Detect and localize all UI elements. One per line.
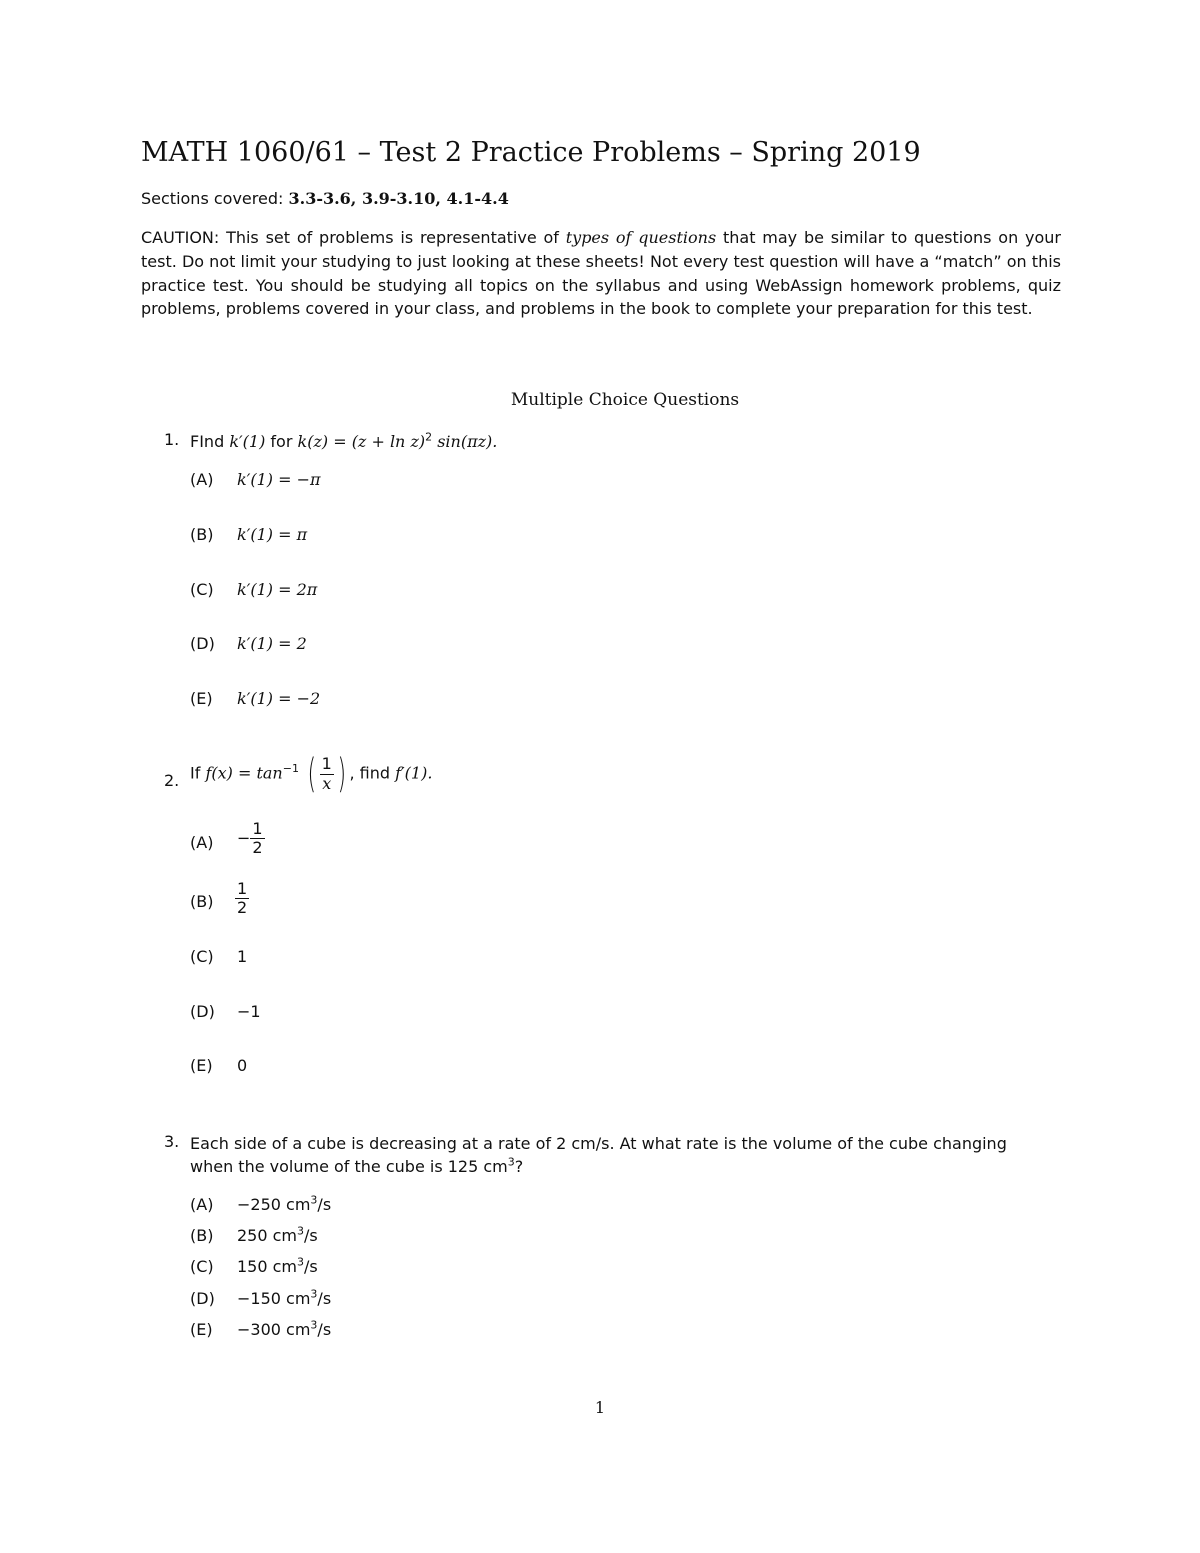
section-heading: Multiple Choice Questions bbox=[510, 390, 740, 410]
option-label: (C) bbox=[190, 580, 214, 599]
option-label: (E) bbox=[190, 1056, 213, 1075]
option-unit: /s bbox=[304, 1226, 318, 1245]
caution-prefix: CAUTION: This set of problems is representative of bbox=[141, 228, 559, 247]
option-value: k′(1) = 2 bbox=[237, 634, 307, 653]
fraction bbox=[250, 820, 264, 858]
option-label: (E) bbox=[190, 1320, 213, 1339]
option-value bbox=[237, 1320, 331, 1339]
page-title: MATH 1060/61 – Test 2 Practice Problems – Spring 2019 bbox=[141, 137, 921, 168]
option-label: (A) bbox=[190, 833, 214, 852]
question-number: 1. bbox=[164, 430, 180, 449]
fraction-numerator: 1 bbox=[321, 754, 332, 774]
option-exponent: 3 bbox=[310, 1318, 318, 1332]
q2-text-a: If bbox=[190, 763, 201, 783]
q1-math-3: sin(πz). bbox=[437, 432, 498, 451]
q3-line-1: Each side of a cube is decreasing at a rate of 2 cm/s. At what rate is the volume of the cube changing bbox=[190, 1134, 1007, 1153]
caution-paragraph bbox=[141, 226, 1061, 321]
option-label: (C) bbox=[190, 947, 214, 966]
option-unit: /s bbox=[317, 1320, 332, 1339]
caution-suffix: that may be similar to questions on your test. Do not limit your studying to just looking at these sheets! Not every test question will have a “match” on this practice test. You should be studying all topics on the syllabus and using WebAssign homework problems, quiz problems, problems covered in your class, and problems in the book to complete your preparation for this test. bbox=[141, 228, 1062, 319]
option-label: (B) bbox=[190, 1226, 214, 1245]
sections-label: Sections covered: bbox=[141, 189, 284, 208]
question-number: 2. bbox=[164, 771, 180, 790]
q1-text-a: FInd bbox=[190, 432, 225, 451]
option-label: (E) bbox=[190, 689, 213, 708]
option-label: (A) bbox=[190, 470, 214, 489]
option-label: (B) bbox=[190, 525, 214, 544]
left-paren: ( bbox=[307, 751, 317, 797]
q2-math-1: f(x) = tan bbox=[205, 763, 283, 783]
fraction-numerator: 1 bbox=[252, 819, 263, 838]
option-number: −150 cm bbox=[237, 1289, 311, 1308]
option-label: (B) bbox=[190, 892, 214, 911]
option-value: k′(1) = 2π bbox=[237, 580, 318, 599]
q1-exponent: 2 bbox=[425, 430, 433, 444]
option-number: 250 cm bbox=[237, 1226, 298, 1245]
option-value bbox=[237, 1257, 318, 1276]
option-value: k′(1) = −2 bbox=[237, 689, 321, 708]
q1-math-1: k′(1) bbox=[229, 432, 266, 451]
q3-line-2-end: ? bbox=[514, 1157, 524, 1176]
option-label: (D) bbox=[190, 1002, 215, 1021]
fraction-denominator: 2 bbox=[252, 838, 263, 858]
fraction bbox=[320, 755, 334, 793]
q2-exponent: −1 bbox=[282, 762, 299, 776]
question-text bbox=[190, 1132, 1060, 1178]
question-number: 3. bbox=[164, 1132, 180, 1151]
q3-exponent: 3 bbox=[507, 1155, 515, 1169]
option-value bbox=[237, 820, 265, 858]
sections-value: 3.3-3.6, 3.9-3.10, 4.1-4.4 bbox=[288, 189, 509, 208]
q3-line-2 bbox=[190, 1155, 1060, 1178]
option-exponent: 3 bbox=[297, 1224, 305, 1238]
option-number: 150 cm bbox=[237, 1257, 298, 1276]
option-value bbox=[237, 1289, 331, 1308]
option-number: −250 cm bbox=[237, 1195, 311, 1214]
option-value: 0 bbox=[237, 1056, 248, 1075]
q3-line-2-text: when the volume of the cube is 125 cm bbox=[190, 1157, 508, 1176]
option-unit: /s bbox=[317, 1195, 332, 1214]
option-value: k′(1) = −π bbox=[237, 470, 321, 489]
option-value: k′(1) = π bbox=[237, 525, 308, 544]
option-label: (D) bbox=[190, 1289, 215, 1308]
fraction bbox=[235, 880, 249, 918]
page-number: 1 bbox=[594, 1398, 606, 1417]
option-value: 1 bbox=[237, 947, 248, 966]
option-exponent: 3 bbox=[310, 1287, 318, 1301]
option-exponent: 3 bbox=[310, 1193, 318, 1207]
fraction-denominator: 2 bbox=[237, 898, 248, 918]
option-unit: /s bbox=[304, 1257, 318, 1276]
sections-covered bbox=[141, 189, 509, 208]
option-exponent: 3 bbox=[297, 1255, 305, 1269]
option-value bbox=[237, 1195, 331, 1214]
caution-emphasis: types of questions bbox=[565, 228, 717, 247]
fraction-denominator: x bbox=[320, 774, 334, 793]
q1-text-b: for bbox=[270, 432, 293, 451]
option-value bbox=[237, 1226, 318, 1245]
right-paren: ) bbox=[337, 751, 346, 797]
q2-math-2: f′(1). bbox=[395, 763, 433, 783]
question-text bbox=[190, 751, 433, 797]
q2-text-b: , find bbox=[349, 763, 390, 783]
option-sign: − bbox=[237, 828, 251, 848]
option-label: (C) bbox=[190, 1257, 214, 1276]
fraction-numerator: 1 bbox=[237, 879, 248, 898]
question-text bbox=[190, 430, 497, 453]
option-value bbox=[235, 880, 249, 918]
option-number: −300 cm bbox=[237, 1320, 311, 1339]
option-label: (A) bbox=[190, 1195, 214, 1214]
option-unit: /s bbox=[317, 1289, 332, 1308]
option-value: −1 bbox=[237, 1002, 261, 1021]
option-label: (D) bbox=[190, 634, 215, 653]
q1-math-2: k(z) = (z + ln z) bbox=[297, 432, 426, 451]
